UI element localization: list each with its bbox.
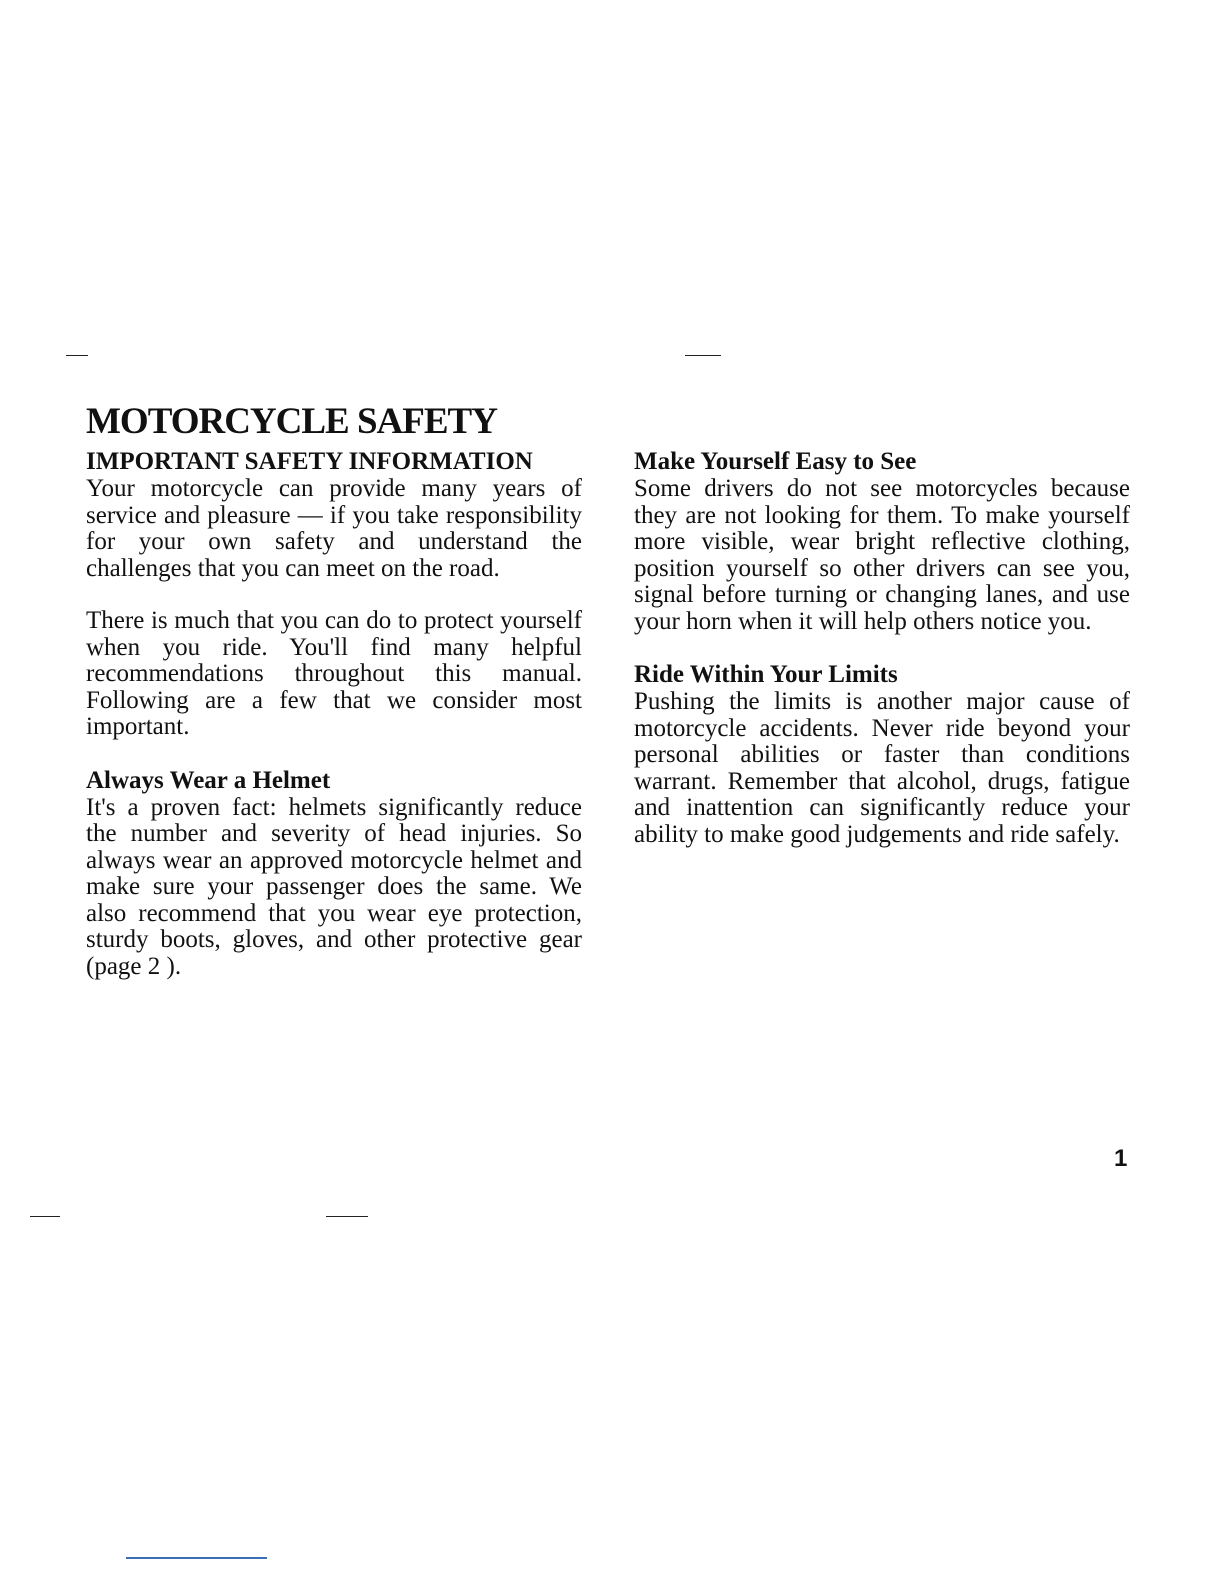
page-number: 1 <box>1114 1145 1128 1172</box>
helmet-section <box>86 767 582 981</box>
bottom-accent-line <box>126 1557 267 1559</box>
crop-mark-top-left <box>66 355 88 356</box>
protect-paragraph: There is much that you can do to protect yourself when you ride. You'll find many helpful recommendations throughout this manual. Following are a few that we consider most important. <box>86 607 582 740</box>
visibility-paragraph: Some drivers do not see motorcycles because they are not looking for them. To make yourself more visible, wear bright reflective clothing, position yourself so other drivers can see you, signal before turning or changing lanes, and use your horn when it will help others notice you. <box>634 475 1130 635</box>
visibility-heading: Make Yourself Easy to See <box>634 448 917 475</box>
helmet-paragraph: It's a proven fact: helmets significantly reduce the number and severity of head injuries. So always wear an approved motorcycle helmet and make sure your passenger does the same. We also recommend that you wear eye protection, sturdy boots, gloves, and other protective gear (page 2 ). <box>86 793 582 980</box>
right-column <box>634 448 1130 874</box>
limits-heading: Ride Within Your Limits <box>634 661 898 688</box>
intro-paragraph: Your motorcycle can provide many years of service and pleasure — if you take responsibility for your own safety and understand the challenges that you can meet on the road. <box>86 475 582 582</box>
important-safety-section <box>86 448 582 741</box>
left-column <box>86 448 582 1006</box>
visibility-section <box>634 448 1130 635</box>
page-title: MOTORCYCLE SAFETY <box>86 401 497 442</box>
important-safety-heading: IMPORTANT SAFETY INFORMATION <box>86 448 533 475</box>
limits-section <box>634 661 1130 848</box>
crop-mark-bottom-left <box>30 1216 60 1217</box>
crop-mark-bottom-center <box>326 1216 368 1217</box>
helmet-heading: Always Wear a Helmet <box>86 766 331 794</box>
limits-paragraph: Pushing the limits is another major cause of motorcycle accidents. Never ride beyond your personal abilities or faster than conditions warrant. Remember that alcohol, drugs, fatigue and inattention can significantly reduce your ability to make good judgements and ride safely. <box>634 688 1130 848</box>
crop-mark-top-center <box>685 355 721 356</box>
